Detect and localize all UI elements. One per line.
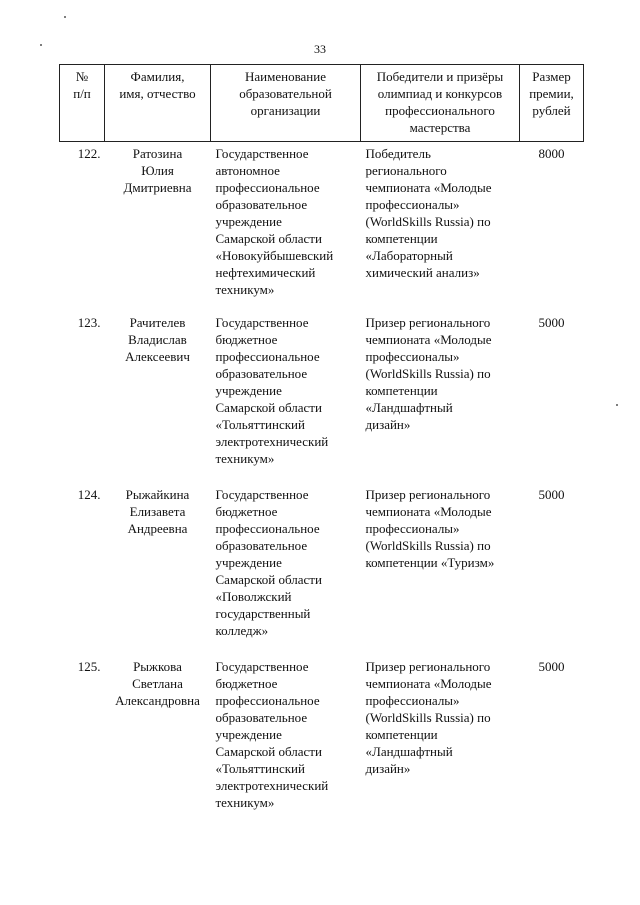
row-number: 123.	[77, 314, 101, 330]
row-number: 122.	[77, 146, 101, 161]
table-header-row	[60, 65, 584, 142]
row-number: 124.	[77, 486, 101, 502]
person-name: Рачителев Владислав Алексеевич	[125, 314, 190, 364]
prize-amount: 8000	[538, 146, 565, 161]
scan-speck	[64, 16, 66, 18]
table-row	[60, 486, 584, 658]
achievement: Призер регионального чемпионата «Молодые профессионалы» (WorldSkills Russia) по компетенции «Ландшафтный дизайн»	[365, 658, 492, 776]
organization: Государственное бюджетное профессиональное образовательное учреждение Самарской области «Поволжский государственный колледж»	[215, 486, 322, 638]
header-prize: Размер премии, рублей	[520, 65, 584, 142]
prize-amount: 5000	[538, 314, 565, 330]
organization: Государственное бюджетное профессиональное образовательное учреждение Самарской области «Тольяттинский электротехнический техникум»	[215, 314, 329, 466]
header-name: Фамилия, имя, отчество	[105, 65, 211, 142]
prize-amount: 5000	[538, 658, 565, 674]
person-name: Ратозина Юлия Дмитриевна	[123, 146, 192, 195]
table-row	[60, 314, 584, 486]
person-name: Рыжайкина Елизавета Андреевна	[125, 486, 190, 536]
person-name: Рыжкова Светлана Александровна	[115, 658, 200, 708]
page-number: 33	[314, 42, 326, 56]
achievement: Победитель регионального чемпионата «Молодые профессионалы» (WorldSkills Russia) по компетенции «Лабораторный химический анализ»	[365, 146, 492, 280]
table-row	[60, 658, 584, 830]
scan-speck	[616, 404, 618, 406]
achievement: Призер регионального чемпионата «Молодые профессионалы» (WorldSkills Russia) по компетенции «Ландшафтный дизайн»	[365, 314, 492, 432]
header-num: № п/п	[60, 65, 105, 142]
organization: Государственное бюджетное профессиональное образовательное учреждение Самарской области «Тольяттинский электротехнический техникум»	[215, 658, 329, 810]
header-winners: Победители и призёры олимпиад и конкурсов профессионального мастерства	[361, 65, 520, 142]
prize-amount: 5000	[538, 486, 565, 502]
awards-table	[59, 64, 584, 830]
organization: Государственное автономное профессиональное образовательное учреждение Самарской области «Новокуйбышевский нефтехимический техникум»	[215, 146, 334, 297]
row-number: 125.	[77, 658, 101, 674]
header-org: Наименование образовательной организации	[211, 65, 361, 142]
table-row	[60, 142, 584, 314]
achievement: Призер регионального чемпионата «Молодые профессионалы» (WorldSkills Russia) по компетенции «Туризм»	[365, 486, 495, 570]
